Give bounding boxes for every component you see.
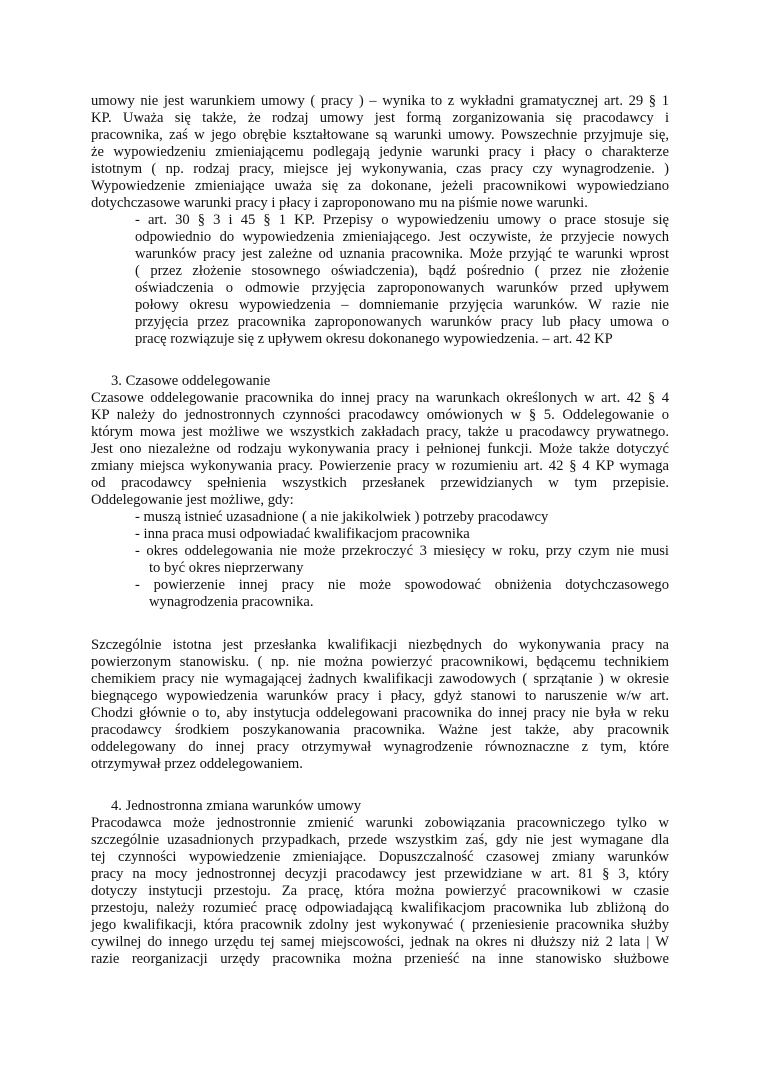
- bullet-line: - inna praca musi odpowiadać kwalifikacjom pracownika: [135, 526, 470, 542]
- section-heading: 4. Jednostronna zmiana warunków umowy: [111, 798, 362, 814]
- bullet-line: - powierzenie innej pracy nie może spowodować obniżenia dotychczasowego: [135, 577, 669, 593]
- paragraph-line: Oddelegowanie jest możliwe, gdy:: [91, 492, 294, 508]
- paragraph-line: oddelegowany do innej pracy otrzymywał wynagrodzenie równoznaczne z tym, które: [91, 739, 669, 755]
- paragraph-line: pracownika, zaś w jego obrębie kształtowane są warunki umowy. Powszechnie przyjmuje się,: [91, 127, 669, 143]
- indented-line: - art. 30 § 3 i 45 § 1 KP. Przepisy o wypowiedzeniu umowy o prace stosuje się: [135, 212, 669, 228]
- paragraph-line: biegnącego wypowiedzenia warunków pracy i płacy, gdyż stanowi to naruszenie w/w art.: [91, 688, 669, 704]
- paragraph-line: Czasowe oddelegowanie pracownika do innej pracy na warunkach określonych w art. 42 § 4: [91, 390, 669, 406]
- paragraph-line: Szczególnie istotna jest przesłanka kwalifikacji niezbędnych do wykonywania pracy na: [91, 637, 669, 653]
- indented-line: pracę rozwiązuje się z upływem okresu dokonanego wypowiedzenia. – art. 42 KP: [135, 331, 613, 347]
- paragraph-line: pracodawcy środkiem poszykanowania pracownika. Ważne jest także, aby pracownik: [91, 722, 669, 738]
- paragraph-line: którym mowa jest możliwe we wszystkich zakładach pracy, także u pracodawcy prywatnego.: [91, 424, 669, 440]
- bullet-line: to być okres nieprzerwany: [149, 560, 304, 576]
- paragraph-line: umowy nie jest warunkiem umowy ( pracy ) – wynika to z wykładni gramatycznej art. 29 § 1: [91, 93, 669, 109]
- paragraph-line: Pracodawca może jednostronnie zmienić warunki zobowiązania pracowniczego tylko w: [91, 815, 669, 831]
- paragraph-line: razie reorganizacji urzędy pracownika można przenieść na inne stanowisko służbowe: [91, 951, 669, 967]
- paragraph-line: istotnym ( np. rodzaj pracy, miejsce jej wykonywania, czas pracy czy wynagrodzenie. ): [91, 161, 669, 177]
- paragraph-line: dotyczy instytucji przestoju. Za pracę, która można powierzyć pracownikowi w czasie: [91, 883, 669, 899]
- bullet-line: - okres oddelegowania nie może przekroczyć 3 miesięcy w roku, przy czym nie musi: [135, 543, 669, 559]
- paragraph-line: Jest ono niezależne od rodzaju wykonywania pracy i pełnionej funkcji. Może także dotyczyć: [91, 441, 669, 457]
- paragraph-line: cywilnej do innego urzędu tej samej miejscowości, jednak na okres ni dłuższy niż 2 lata | W: [91, 934, 669, 950]
- paragraph-line: zmiany miejsca wykonywania pracy. Powierzenie pracy w rozumieniu art. 42 § 4 KP wymaga: [91, 458, 669, 474]
- indented-line: ( przez złożenie stosownego oświadczenia), bądź pośrednio ( przez nie złożenie: [135, 263, 669, 279]
- paragraph-line: że wypowiedzeniu zmieniającemu podlegają jedynie warunki pracy i płacy o charakterze: [91, 144, 669, 160]
- paragraph-line: Chodzi głównie o to, aby instytucja oddelegowani pracownika do innej pracy nie była w reku: [91, 705, 669, 721]
- bullet-line: - muszą istnieć uzasadnione ( a nie jakikolwiek ) potrzeby pracodawcy: [135, 509, 549, 525]
- indented-line: połowy okresu wypowiedzenia – domniemanie przyjęcia warunków. W razie nie: [135, 297, 669, 313]
- paragraph-line: Wypowiedzenie zmieniające uważa się za dokonane, jeżeli pracownikowi wypowiedziano: [91, 178, 669, 194]
- indented-line: warunków pracy jest zależne od uznania pracownika. Może przyjąć te warunki wprost: [135, 246, 669, 262]
- paragraph-line: otrzymywał przez oddelegowaniem.: [91, 756, 303, 772]
- paragraph-line: pracy na mocy jednostronnej decyzji pracodawcy jest przewidziane w art. 81 § 3, który: [91, 866, 669, 882]
- paragraph-line: KP. Uważa się także, że rodzaj umowy jest formą zorganizowania się pracodawcy i: [91, 110, 669, 126]
- indented-line: przyjęcia przez pracownika zaproponowanych warunków pracy lub płacy umowa o: [135, 314, 669, 330]
- paragraph-line: szczególnie uzasadnionych przypadkach, przede wszystkim zaś, gdy nie jest wymagane dla: [91, 832, 669, 848]
- paragraph-line: od pracodawcy spełnienia wszystkich przesłanek przewidzianych w tym przepisie.: [91, 475, 669, 491]
- paragraph-line: chemikiem pracy nie wymagającej żadnych kwalifikacji zawodowych ( sprzątanie ) w okresie: [91, 671, 669, 687]
- paragraph-line: przestoju, należy rozumieć pracę odpowiadającą kwalifikacjom pracownika lub zbliżoną do: [91, 900, 669, 916]
- section-heading: 3. Czasowe oddelegowanie: [111, 373, 271, 389]
- indented-line: oświadczenia o odmowie przyjęcia zaproponowanych warunków przed upływem: [135, 280, 669, 296]
- paragraph-line: tej czynności wypowiedzenie zmieniające. Dopuszczalność czasowej zmiany warunków: [91, 849, 669, 865]
- paragraph-line: jego kwalifikacji, która pracownik zdolny jest wykonywać ( przeniesienie pracownika służby: [91, 917, 669, 933]
- bullet-line: wynagrodzenia pracownika.: [149, 594, 314, 610]
- paragraph-line: powierzonym stanowisku. ( np. nie można powierzyć pracownikowi, będącemu technikiem: [91, 654, 669, 670]
- indented-line: odpowiednio do wypowiedzenia zmieniającego. Jest oczywiste, że przyjecie nowych: [135, 229, 669, 245]
- paragraph-line: dotychczasowe warunki pracy i płacy i zaproponowano mu na piśmie nowe warunki.: [91, 195, 588, 211]
- paragraph-line: KP należy do jednostronnych czynności pracodawcy omówionych w § 5. Oddelegowanie o: [91, 407, 669, 423]
